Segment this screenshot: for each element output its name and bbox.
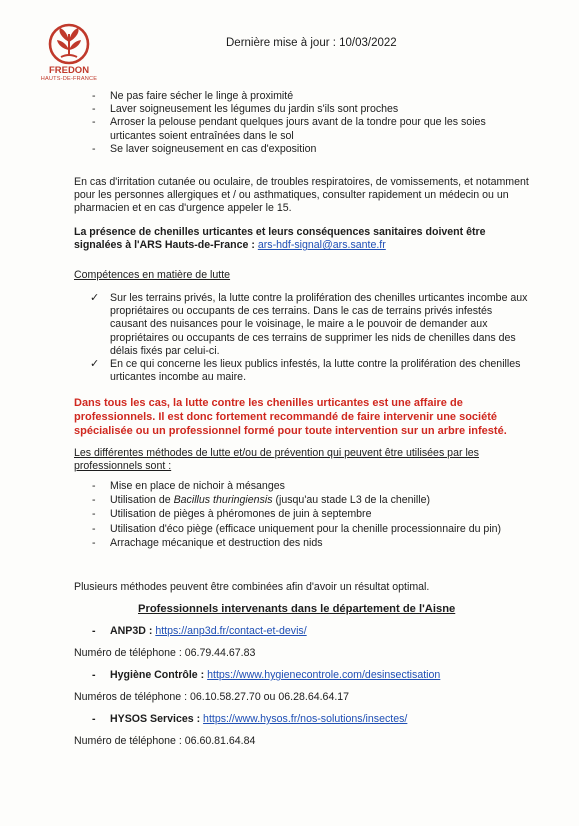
professional-phone: Numéro de téléphone : 06.60.81.64.84 xyxy=(74,735,256,747)
list-item xyxy=(92,494,522,507)
logo-name: FREDON xyxy=(48,65,90,76)
list-item: ✓ En ce qui concerne les lieux publics infestés, la lutte contre la prolifération des chenilles urticantes incombe au maire. xyxy=(90,358,528,384)
combine-paragraph: Plusieurs méthodes peuvent être combinées afin d'avoir un résultat optimal. xyxy=(74,581,430,593)
professional-link[interactable]: https://anp3d.fr/contact-et-devis/ xyxy=(155,625,307,637)
competences-heading: Compétences en matière de lutte xyxy=(74,269,231,281)
professional-name: - HYSOS Services : xyxy=(92,713,203,725)
irritation-paragraph: En cas d'irritation cutanée ou oculaire, de troubles respiratoires, de vomissements, et notamment pour les personnes allergiques et / ou asthmatiques, consulter rapidement un médecin ou un pharmacien et en cas d'urgence appeler le 15. xyxy=(74,176,529,215)
logo-subtitle: HAUTS-DE-FRANCE xyxy=(40,76,98,82)
list-item: - Mise en place de nichoir à mésanges xyxy=(92,480,522,493)
professionals-heading: Professionnels intervenants dans le département de l'Aisne xyxy=(138,603,456,615)
methods-list xyxy=(92,480,522,551)
professional-name: - ANP3D : xyxy=(92,625,155,637)
professional-link[interactable]: https://www.hysos.fr/nos-solutions/insectes/ xyxy=(203,713,408,725)
list-item: - Utilisation de pièges à phéromones de juin à septembre xyxy=(92,508,522,521)
professional-name: - Hygiène Contrôle : xyxy=(92,669,207,681)
professional-link[interactable]: https://www.hygienecontrole.com/desinsectisation xyxy=(207,669,441,681)
methods-heading: Les différentes méthodes de lutte et/ou de prévention qui peuvent être utilisées par les professionnels sont : xyxy=(74,447,479,473)
species-name: Bacillus thuringiensis xyxy=(173,494,273,507)
ars-email-link[interactable]: ars-hdf-signal@ars.sante.fr xyxy=(257,239,386,252)
professional-entry xyxy=(92,625,307,638)
list-item: - Se laver soigneusement en cas d'exposition xyxy=(92,143,512,156)
signal-text: La présence de chenilles urticantes et leurs conséquences sanitaires doivent être signalées à l'ARS Hauts-de-France : xyxy=(74,226,486,252)
list-item: - Arroser la pelouse pendant quelques jours avant de la tondre pour que les soies urticantes soient entraînées dans le sol xyxy=(92,116,512,142)
competences-list xyxy=(90,292,528,384)
professional-entry xyxy=(92,713,407,726)
professional-entry xyxy=(92,669,440,682)
list-item: - Arrachage mécanique et destruction des nids xyxy=(92,537,522,550)
warning-paragraph: Dans tous les cas, la lutte contre les chenilles urticantes est une affaire de professionnels. Il est donc fortement recommandé de faire intervenir une société spécialisée ou un professionnel formé pour toute intervention sur un arbre infesté. xyxy=(74,397,507,437)
item-text: (jusqu'au stade L3 de la chenille) xyxy=(272,494,431,507)
list-item: - Utilisation d'éco piège (efficace uniquement pour la chenille processionnaire du pin) xyxy=(92,523,522,536)
last-update: Dernière mise à jour : 10/03/2022 xyxy=(226,37,397,49)
professional-phone: Numéros de téléphone : 06.10.58.27.70 ou 06.28.64.64.17 xyxy=(74,691,350,703)
list-item: - Ne pas faire sécher le linge à proximité xyxy=(92,90,512,103)
item-text: Utilisation de xyxy=(110,494,174,507)
precautions-list xyxy=(92,90,512,156)
professional-phone: Numéro de téléphone : 06.79.44.67.83 xyxy=(74,647,256,659)
list-item: ✓ Sur les terrains privés, la lutte contre la prolifération des chenilles urticantes incombe aux propriétaires ou occupants de ces terrains. Dans le cas de terrains privés infestés causant des nuisances pour le voisinage, le maire a le pouvoir de demander aux propriétaires ou occupants de ces terrains de supprimer les nids de chenilles dans des délais fixés par celui-ci. xyxy=(90,292,528,358)
signal-paragraph xyxy=(74,226,530,252)
list-item: - Laver soigneusement les légumes du jardin s'ils sont proches xyxy=(92,103,512,116)
